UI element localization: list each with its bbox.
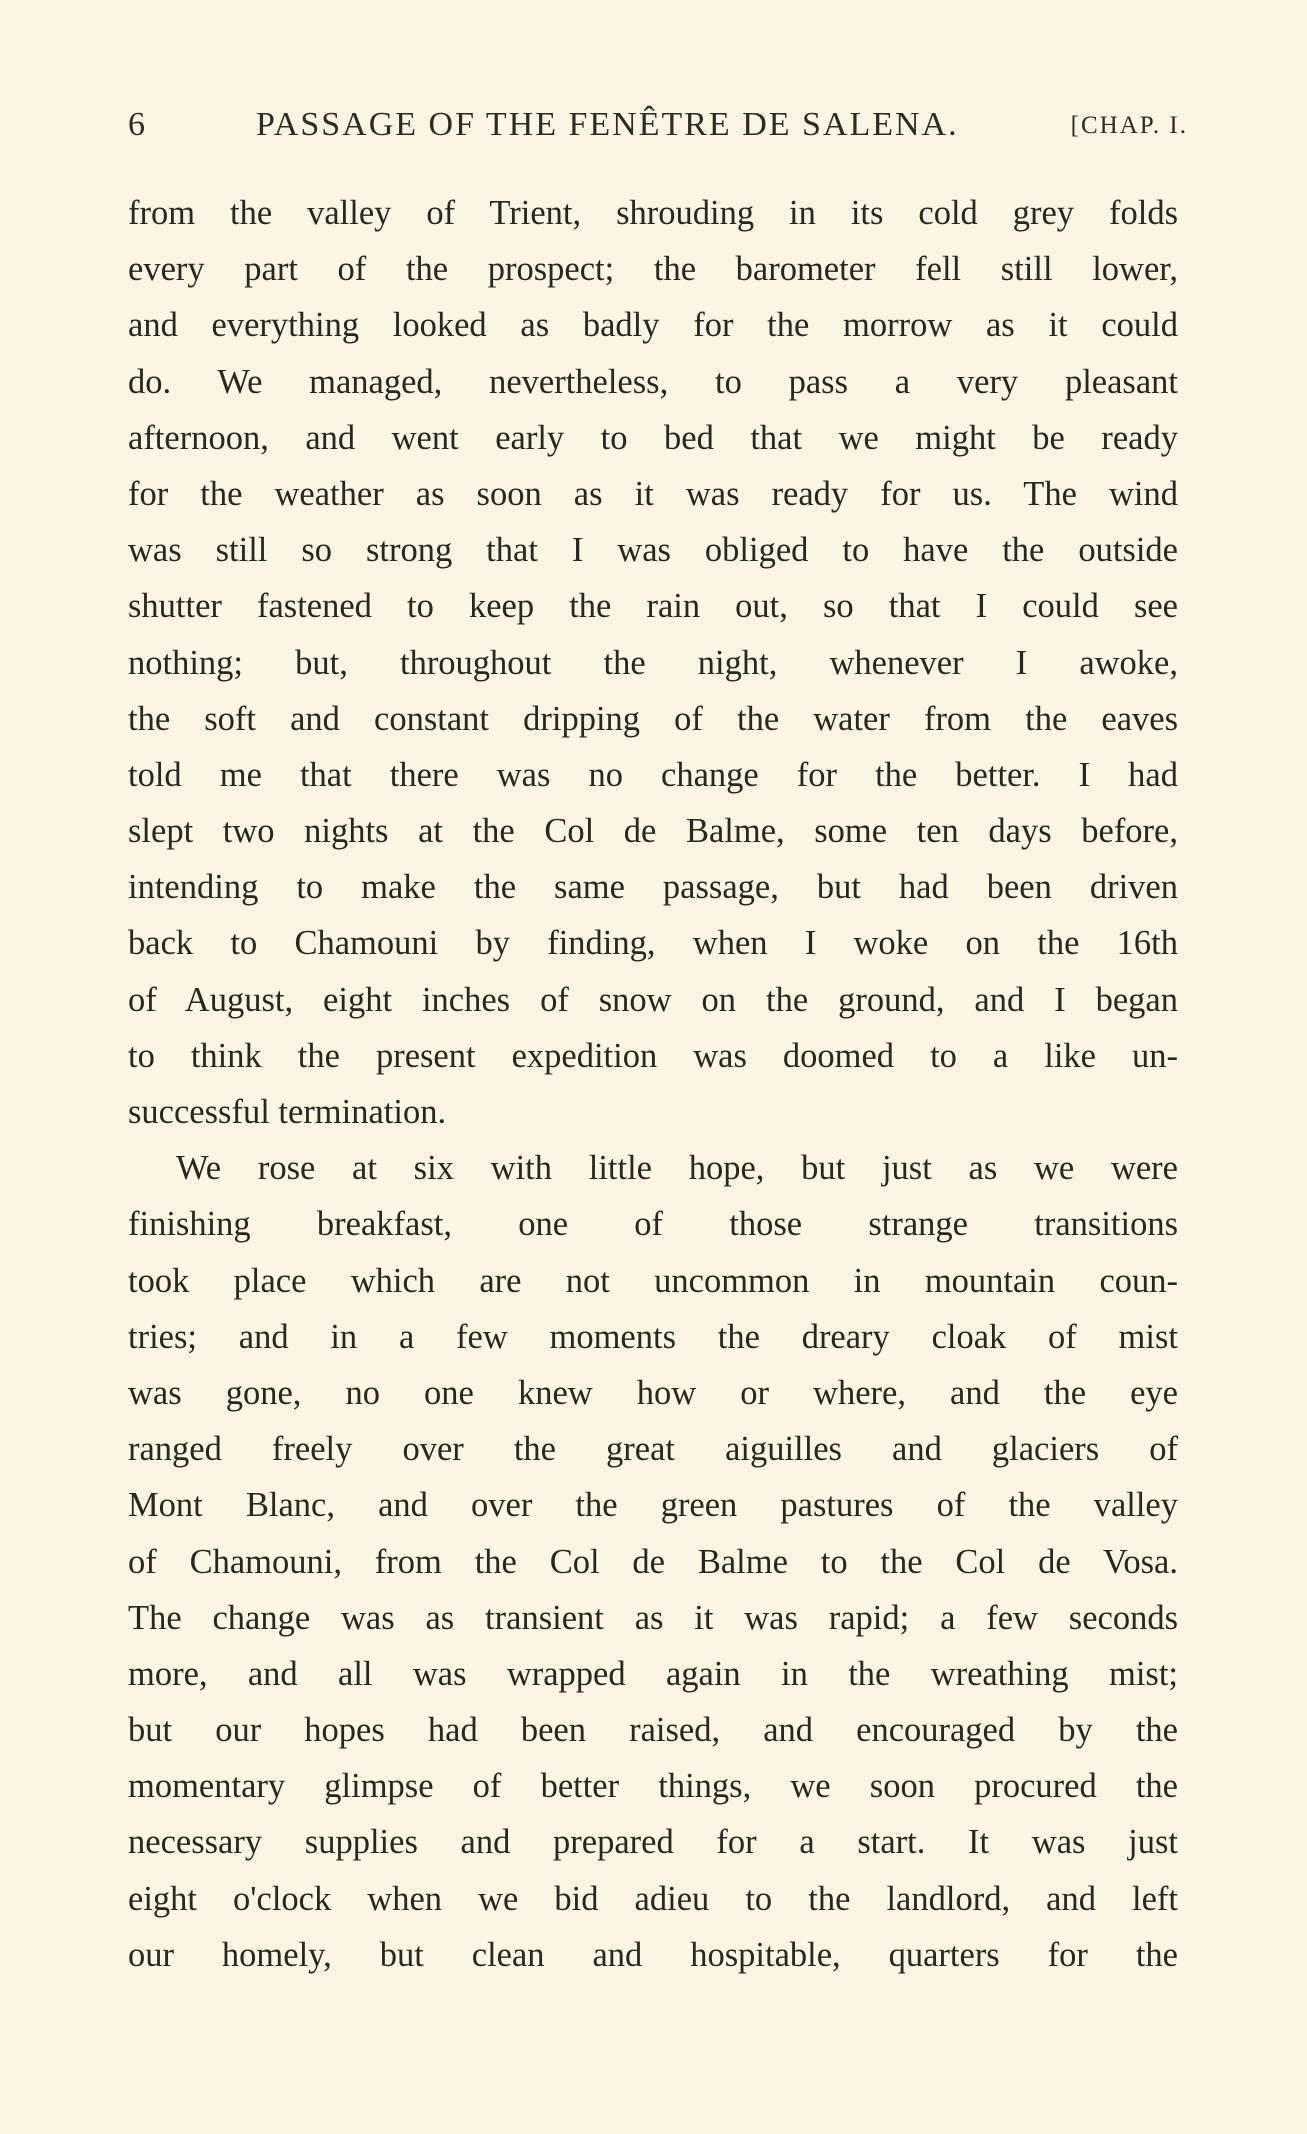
paragraph-start-line: We rose at six with little hope, but just as we were: [176, 1149, 1178, 1188]
page-number: 6: [128, 106, 147, 143]
text-line: for the weather as soon as it was ready for us. The wind: [128, 474, 1178, 513]
running-header: [128, 106, 1188, 156]
text-line: every part of the prospect; the barometer fell still lower,: [128, 250, 1178, 289]
text-line: from the valley of Trient, shrouding in its cold grey folds: [128, 194, 1178, 232]
text-line: to think the present expedition was doomed to a like un-: [128, 1036, 1178, 1075]
text-line: back to Chamouni by finding, when I woke on the 16th: [128, 924, 1178, 963]
text-line: shutter fastened to keep the rain out, so that I could see: [128, 587, 1178, 626]
text-line: but our hopes had been raised, and encouraged by the: [128, 1711, 1178, 1750]
paragraph-end-line: successful termination.: [128, 1093, 447, 1131]
text-line: ranged freely over the great aiguilles and glaciers of: [128, 1430, 1178, 1469]
text-line: The change was as transient as it was rapid; a few seconds: [128, 1598, 1178, 1637]
text-line: necessary supplies and prepared for a start. It was just: [128, 1823, 1178, 1862]
text-line: slept two nights at the Col de Balme, some ten days before,: [128, 812, 1178, 851]
text-line: the soft and constant dripping of the water from the eaves: [128, 699, 1178, 738]
text-line: Mont Blanc, and over the green pastures of the valley: [128, 1486, 1178, 1525]
text-line: afternoon, and went early to bed that we might be ready: [128, 418, 1178, 457]
text-line: of August, eight inches of snow on the ground, and I began: [128, 980, 1178, 1019]
text-line: eight o'clock when we bid adieu to the landlord, and left: [128, 1879, 1178, 1918]
text-line: momentary glimpse of better things, we soon procured the: [128, 1767, 1178, 1806]
text-line: intending to make the same passage, but had been driven: [128, 868, 1178, 907]
chapter-reference: [CHAP. I.: [1070, 112, 1188, 139]
text-line: finishing breakfast, one of those strange transitions: [128, 1205, 1178, 1244]
text-line: of Chamouni, from the Col de Balme to the Col de Vosa.: [128, 1542, 1178, 1581]
body-text: [128, 185, 1178, 1983]
text-line: do. We managed, nevertheless, to pass a very pleasant: [128, 362, 1178, 401]
running-title: PASSAGE OF THE FENÊTRE DE SALENA.: [256, 106, 959, 143]
text-line: was gone, no one knew how or where, and the eye: [128, 1373, 1178, 1412]
text-line: more, and all was wrapped again in the wreathing mist;: [128, 1654, 1178, 1693]
text-line: our homely, but clean and hospitable, quarters for the: [128, 1935, 1178, 1974]
text-line: and everything looked as badly for the morrow as it could: [128, 306, 1178, 345]
text-line: nothing; but, throughout the night, whenever I awoke,: [128, 643, 1178, 682]
text-line: tries; and in a few moments the dreary cloak of mist: [128, 1317, 1178, 1356]
text-line: told me that there was no change for the better. I had: [128, 755, 1178, 794]
text-line: was still so strong that I was obliged to have the outside: [128, 531, 1178, 570]
text-line: took place which are not uncommon in mountain coun-: [128, 1261, 1178, 1300]
